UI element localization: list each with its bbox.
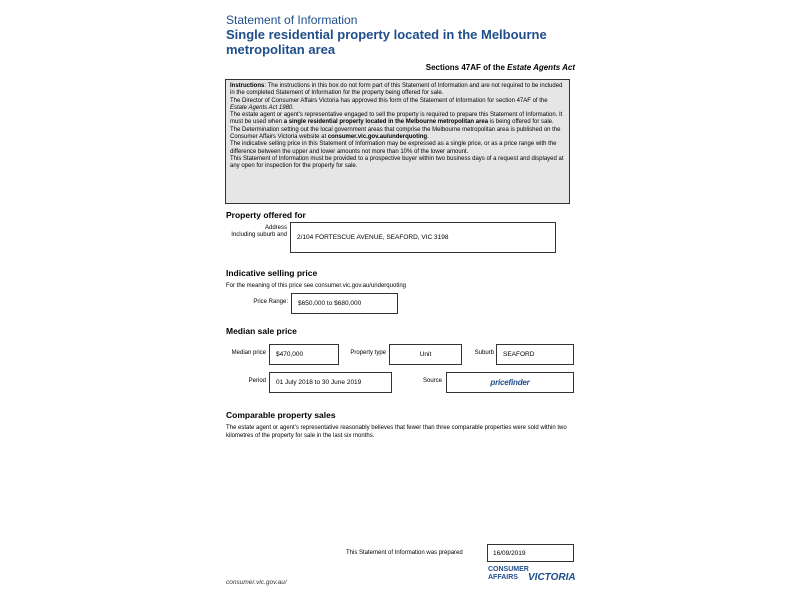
logo-line1: CONSUMER <box>488 566 529 573</box>
sections-act: Estate Agents Act <box>507 63 575 72</box>
suburb-field[interactable] <box>496 344 574 365</box>
address-value: 2/104 FORTESCUE AVENUE, SEAFORD, VIC 3198 <box>297 234 449 241</box>
sections-prefix: Sections 47AF of the <box>425 63 508 72</box>
period-value: 01 July 2018 to 30 June 2019 <box>276 379 362 386</box>
prepared-date-field[interactable] <box>487 544 574 562</box>
median-price-value: $470,000 <box>276 351 304 358</box>
instructions-p3-bold: a single residential property located in the Melbourne metropolitan area <box>283 119 489 126</box>
instructions-p3b: is being offered for sale. The Determination setting out the local government areas that comprise the Melbourne metropolitan area is published on the Consumer Affairs Victoria website at <box>230 119 561 141</box>
comparable-heading: Comparable property sales <box>226 410 336 420</box>
source-label: Source <box>422 378 442 384</box>
instructions-lead: Instructions <box>230 83 265 89</box>
property-heading: Property offered for <box>226 210 306 220</box>
logo-vic: VICTORIA <box>528 572 576 583</box>
pricefinder-logo: pricefinder <box>490 378 530 387</box>
instructions-p2-act: Estate Agents Act 1980 <box>230 104 293 111</box>
instructions-p3c: . <box>427 134 429 141</box>
period-field[interactable] <box>269 372 392 393</box>
property-type-value: Unit <box>419 351 432 358</box>
document-title: Single residential property located in the Melbourne metropolitan area <box>226 27 547 57</box>
logo-line2: AFFAIRS <box>488 574 518 581</box>
price-range-label: Price Range: <box>253 299 288 305</box>
price-range-field[interactable] <box>291 293 398 314</box>
document-subtitle: Statement of Information <box>226 13 358 27</box>
price-range-value: $650,000 to $680,000 <box>298 300 362 307</box>
address-sublabel: Including suburb and <box>231 232 287 238</box>
instructions-p1: : The instructions in this box do not form part of this Statement of Information and are not required to be included in the completed Statement of Information for the property being offered for sale. <box>230 83 563 97</box>
property-type-label: Property type <box>350 350 386 356</box>
suburb-label: Suburb <box>474 350 494 356</box>
median-price-label: Median price <box>231 350 266 356</box>
instructions-p4: The indicative selling price in this Statement of Information may be expressed as a single price, or as a price range with the difference between the upper and lower amounts not more than 10% of the lower amount. <box>230 141 557 155</box>
instructions-p2a: The Director of Consumer Affairs Victoria has approved this form of the Statement of Information for section 47AF of the <box>230 97 548 104</box>
prepared-date-value: 16/09/2019 <box>493 549 526 557</box>
instructions-box <box>225 79 570 204</box>
suburb-value: SEAFORD <box>503 351 535 358</box>
address-field[interactable] <box>290 222 556 253</box>
indicative-heading: Indicative selling price <box>226 268 318 278</box>
source-field[interactable] <box>446 372 574 393</box>
median-heading: Median sale price <box>226 326 297 336</box>
instructions-p3a: The estate agent or agent's representative engaged to sell the property is required to prepare this Statement of Information. It must be used when <box>230 112 563 126</box>
instructions-p5: This Statement of Information must be provided to a prospective buyer within two business days of a request and displayed at any open for inspection for the property for sale. <box>230 155 564 170</box>
sections-reference <box>426 63 575 72</box>
instructions-p2b: . <box>292 104 294 111</box>
prepared-label: This Statement of Information was prepared <box>346 550 463 556</box>
property-type-field[interactable] <box>389 344 462 365</box>
instructions-p3-url[interactable]: consumer.vic.gov.au/underquoting <box>327 134 428 141</box>
footer-url[interactable]: consumer.vic.gov.au/ <box>226 579 287 586</box>
indicative-note: For the meaning of this price see consumer.vic.gov.au/underquoting <box>226 283 406 289</box>
address-label: Address <box>264 225 287 231</box>
period-label: Period <box>248 378 266 384</box>
consumer-affairs-victoria-logo <box>488 566 578 588</box>
comparable-text: The estate agent or agent's representative reasonably believes that fewer than three comparable properties were sold within two kilometres of the property for sale in the last six months. <box>226 425 567 439</box>
median-price-field[interactable] <box>269 344 339 365</box>
